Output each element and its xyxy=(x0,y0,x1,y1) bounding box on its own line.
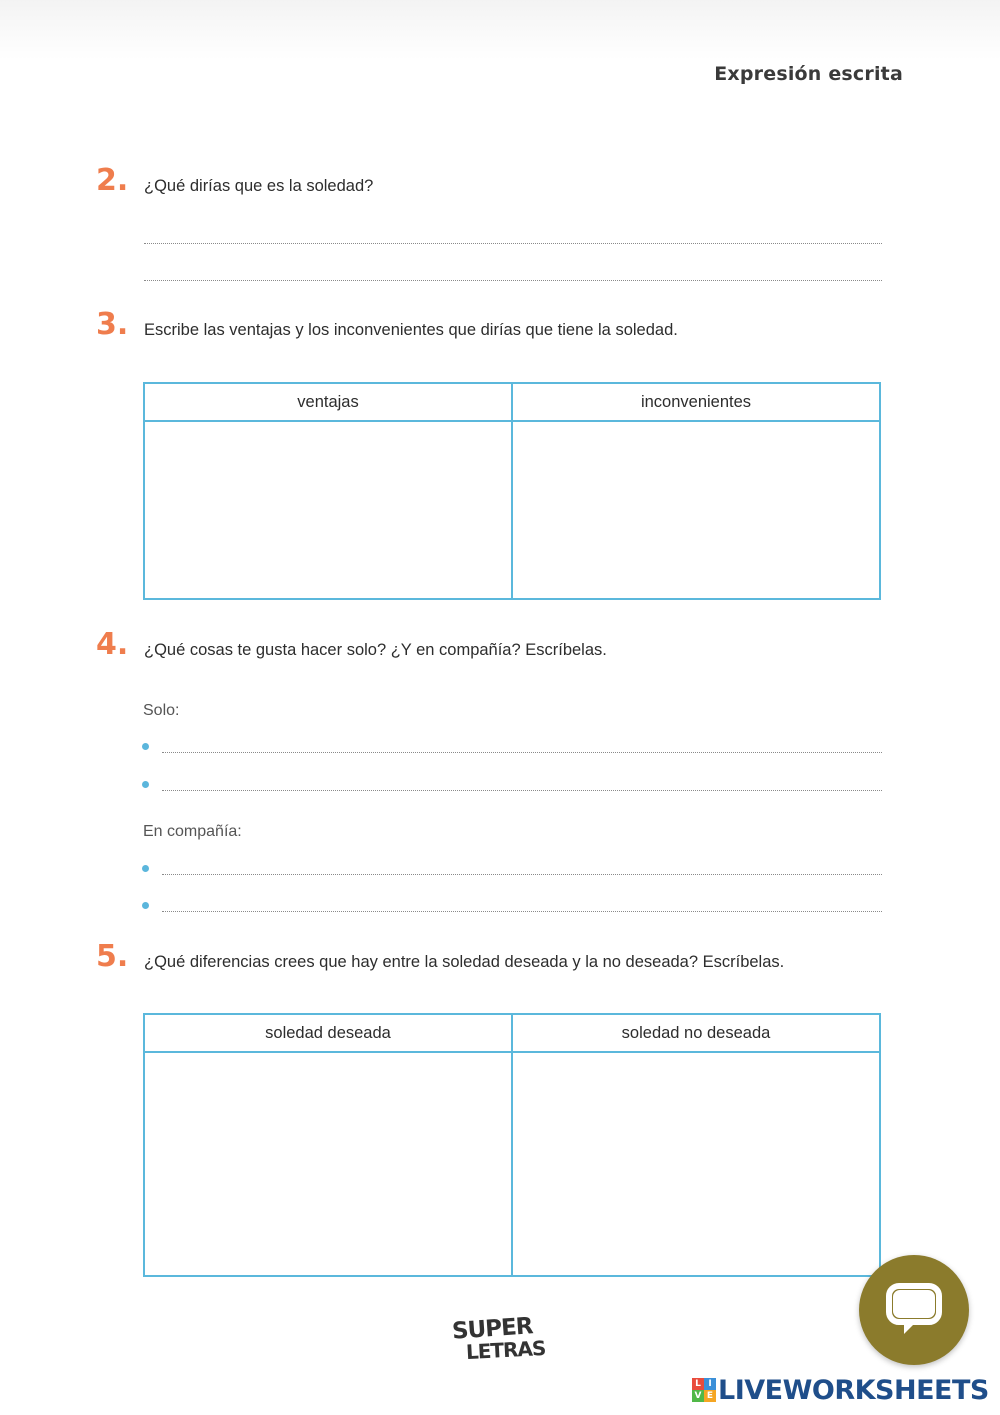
logo-line-1: SUPER xyxy=(451,1313,534,1345)
liveworksheets-logo-icon: L I V E xyxy=(692,1378,716,1402)
logo-line-2: LETRAS xyxy=(465,1335,546,1365)
bullet-icon xyxy=(142,902,149,909)
question-3-text: Escribe las ventajas y los inconvenientes que dirías que tiene la soledad. xyxy=(144,321,678,339)
question-5-text: ¿Qué diferencias crees que hay entre la soledad deseada y la no deseada? Escríbelas. xyxy=(144,953,785,971)
question-3-number: 3. xyxy=(96,307,129,342)
header-soledad-deseada: soledad deseada xyxy=(144,1014,512,1052)
superletras-logo xyxy=(451,1313,552,1365)
header-ventajas: ventajas xyxy=(144,383,512,421)
question-4-number: 4. xyxy=(96,627,129,662)
section-title: Expresión escrita xyxy=(714,63,903,85)
answer-line-company[interactable] xyxy=(162,911,882,912)
chat-button[interactable] xyxy=(859,1255,969,1365)
answer-line[interactable] xyxy=(144,280,882,281)
question-2-text: ¿Qué dirías que es la soledad? xyxy=(144,177,374,195)
answer-line-solo[interactable] xyxy=(162,752,882,753)
question-4-text: ¿Qué cosas te gusta hacer solo? ¿Y en compañía? Escríbelas. xyxy=(144,641,607,659)
ventajas-answer-cell[interactable] xyxy=(144,421,512,599)
label-company: En compañía: xyxy=(143,823,242,840)
deseada-answer-cell[interactable] xyxy=(144,1052,512,1276)
answer-line-company[interactable] xyxy=(162,874,882,875)
answer-line-solo[interactable] xyxy=(162,790,882,791)
solitude-table xyxy=(143,1013,881,1277)
bullet-icon xyxy=(142,743,149,750)
no-deseada-answer-cell[interactable] xyxy=(512,1052,880,1276)
answer-line[interactable] xyxy=(144,243,882,244)
bullet-icon xyxy=(142,865,149,872)
liveworksheets-brand[interactable] xyxy=(692,1375,989,1405)
header-soledad-no-deseada: soledad no deseada xyxy=(512,1014,880,1052)
chat-bubble-icon xyxy=(884,1280,944,1340)
question-5-number: 5. xyxy=(96,939,129,974)
top-shadow xyxy=(0,0,1000,60)
label-solo: Solo: xyxy=(143,702,180,719)
header-inconvenientes: inconvenientes xyxy=(512,383,880,421)
inconvenientes-answer-cell[interactable] xyxy=(512,421,880,599)
question-2-number: 2. xyxy=(96,163,129,198)
advantages-table xyxy=(143,382,881,600)
liveworksheets-text: LIVEWORKSHEETS xyxy=(718,1374,989,1406)
bullet-icon xyxy=(142,781,149,788)
